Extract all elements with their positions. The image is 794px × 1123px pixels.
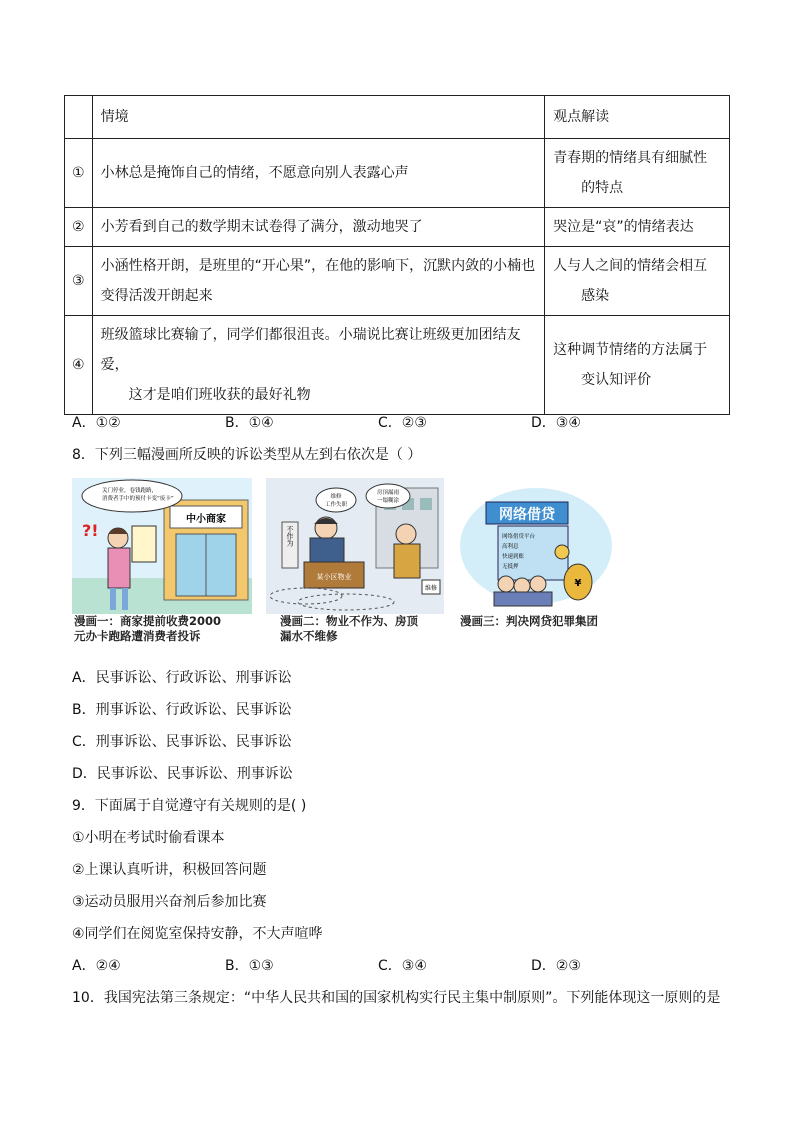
- header-view: 观点解读: [545, 96, 730, 139]
- svg-text:维修: 维修: [330, 494, 342, 500]
- table-row: [65, 316, 730, 415]
- cartoon-three-banner: 网络借贷: [499, 507, 555, 523]
- cartoon-one-caption: [74, 614, 221, 644]
- q9-item: ③运动员服用兴奋剂后参加比赛: [72, 894, 267, 910]
- row-situation: [92, 247, 545, 316]
- svg-text:一塌糊涂: 一塌糊涂: [376, 498, 400, 504]
- situation-text-cont: 这才是咱们班收获的最好礼物: [128, 387, 311, 403]
- row-situation: [92, 316, 545, 415]
- svg-text:关门停业，卷钱跑路，: 关门停业，卷钱跑路，: [102, 488, 158, 494]
- row-situation: [92, 139, 545, 208]
- caption-line: 漏水不维修: [280, 629, 338, 643]
- header-situation: 情境: [92, 96, 545, 139]
- q8-option-c[interactable]: C．刑事诉讼、民事诉讼、民事诉讼: [72, 734, 292, 750]
- q7-option-d[interactable]: D．③④: [531, 415, 581, 431]
- cartoon-three-image: [458, 488, 614, 610]
- svg-text:¥: ¥: [574, 578, 582, 589]
- cartoon-two-image: [266, 478, 444, 614]
- caption-line: 漫画二：物业不作为、房顶: [280, 614, 418, 628]
- row-view: [545, 316, 730, 415]
- q9-item: ①小明在考试时偷看课本: [72, 830, 225, 846]
- q9-item: ④同学们在阅览室保持安静，不大声喧哗: [72, 926, 323, 942]
- caption-line: 元办卡跑路遭消费者投诉: [74, 629, 201, 643]
- table-header-row: [65, 96, 730, 139]
- view-text: 人与人之间的情绪会相互: [553, 258, 708, 274]
- row-view: [545, 139, 730, 208]
- q8-stem: 8．下列三幅漫画所反映的诉讼类型从左到右依次是（ ）: [72, 447, 422, 463]
- view-text: 哭泣是“哀”的情绪表达: [553, 219, 694, 235]
- situation-text-cont: 变得活泼开朗起来: [100, 288, 213, 304]
- q9-options: [72, 955, 712, 975]
- view-text-cont: 的特点: [581, 180, 624, 196]
- cartoon-two-caption: [280, 614, 418, 644]
- situation-text: 小芳看到自己的数学期末试卷得了满分，激动地哭了: [100, 219, 423, 235]
- q7-option-c[interactable]: C．②③: [378, 415, 427, 431]
- view-text: 青春期的情绪具有细腻性: [553, 150, 708, 166]
- situation-text: 小林总是掩饰自己的情绪，不愿意向别人表露心声: [100, 165, 409, 181]
- q9-option-d[interactable]: D．②③: [531, 958, 581, 974]
- cartoon-one-sign: 中小商家: [186, 514, 226, 525]
- row-num: ④: [65, 316, 93, 415]
- q7-option-b[interactable]: B．①④: [225, 415, 274, 431]
- cartoon-three-caption: [460, 614, 598, 629]
- cartoon-one-image: [72, 478, 252, 614]
- svg-text:快速到账: 快速到账: [502, 554, 525, 560]
- situation-text: 小涵性格开朗，是班里的“开心果”，在他的影响下，沉默内敛的小楠也: [100, 258, 536, 274]
- svg-text:房顶漏雨: 房顶漏雨: [376, 490, 400, 496]
- svg-text:维修: 维修: [424, 585, 438, 592]
- svg-text:消费者手中的预付卡变“废卡”: 消费者手中的预付卡变“废卡”: [102, 496, 174, 502]
- q7-options: [72, 412, 712, 432]
- svg-text:?!: ?!: [82, 521, 99, 540]
- row-num: ②: [65, 208, 93, 247]
- q7-option-a[interactable]: A．①②: [72, 415, 121, 431]
- caption-line: 漫画三：判决网贷犯罪集团: [460, 614, 598, 628]
- view-text-cont: 感染: [581, 288, 610, 304]
- row-situation: [92, 208, 545, 247]
- q8-option-a[interactable]: A．民事诉讼、行政诉讼、刑事诉讼: [72, 670, 292, 686]
- q10-stem: 10．我国宪法第三条规定：“中华人民共和国的国家机构实行民主集中制原则”。下列能体现这一原则的是: [72, 990, 721, 1006]
- svg-text:网络借贷平台: 网络借贷平台: [502, 534, 536, 540]
- table-row: [65, 208, 730, 247]
- row-num: ③: [65, 247, 93, 316]
- q9-option-a[interactable]: A．②④: [72, 958, 121, 974]
- svg-text:高利息: 高利息: [502, 544, 519, 550]
- header-num: [65, 96, 93, 139]
- cartoon-two-desk-sign: 某小区物业: [316, 573, 352, 581]
- table-row: [65, 139, 730, 208]
- table-row: [65, 247, 730, 316]
- cartoon-two-sign-left: 不作为: [286, 525, 294, 547]
- q8-option-b[interactable]: B．刑事诉讼、行政诉讼、民事诉讼: [72, 702, 292, 718]
- q9-option-c[interactable]: C．③④: [378, 958, 427, 974]
- row-view: [545, 247, 730, 316]
- row-num: ①: [65, 139, 93, 208]
- situation-text: 班级篮球比赛输了，同学们都很沮丧。小瑞说比赛让班级更加团结友爱，: [100, 327, 521, 373]
- svg-text:无抵押: 无抵押: [502, 564, 519, 570]
- q9-item: ②上课认真听讲，积极回答问题: [72, 862, 267, 878]
- row-view: [545, 208, 730, 247]
- svg-text:工作失职: 工作失职: [324, 502, 348, 508]
- view-text-cont: 变认知评价: [581, 372, 652, 388]
- q9-stem: 9．下面属于自觉遵守有关规则的是( ): [72, 798, 307, 814]
- situation-table: [64, 95, 730, 415]
- caption-line: 漫画一：商家提前收费2000: [74, 614, 222, 628]
- q9-option-b[interactable]: B．①③: [225, 958, 274, 974]
- view-text: 这种调节情绪的方法属于: [553, 342, 708, 358]
- q8-option-d[interactable]: D．民事诉讼、民事诉讼、刑事诉讼: [72, 766, 293, 782]
